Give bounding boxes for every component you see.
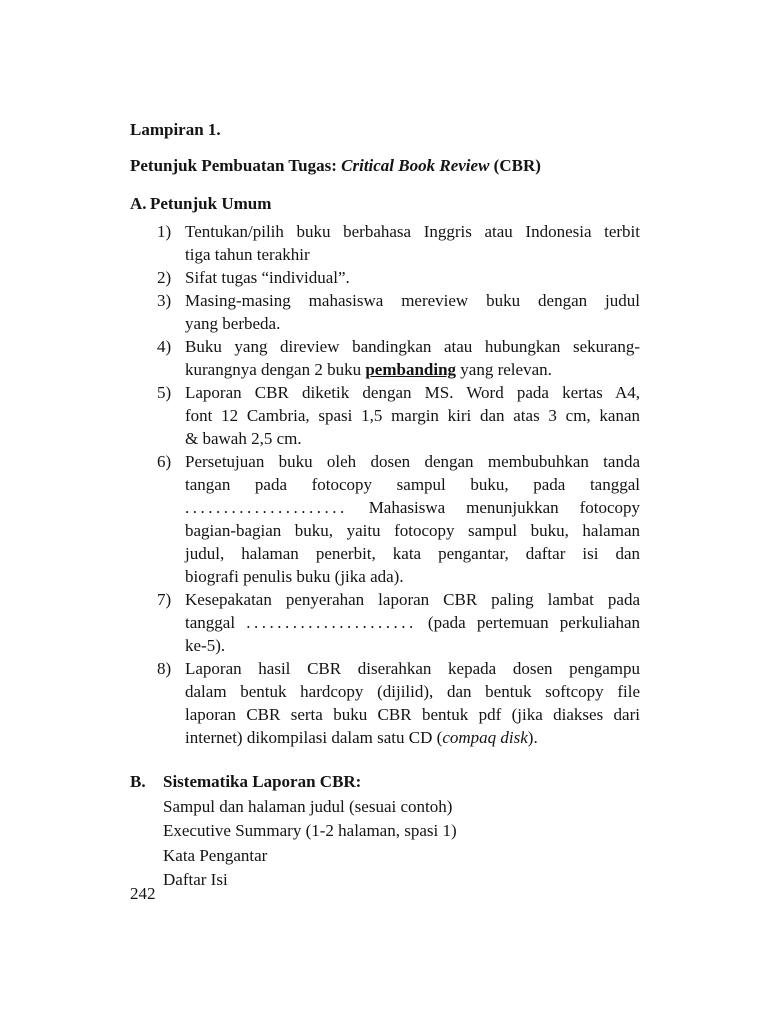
italic-term: compaq disk xyxy=(442,728,528,747)
text-line: judul, halaman penerbit, kata pengantar, daftar isi dan xyxy=(185,544,640,563)
list-item-number: 7) xyxy=(157,590,172,609)
text-line: biografi penulis buku (jika ada). xyxy=(185,567,404,586)
text-line: yang berbeda. xyxy=(185,314,281,333)
section-b-heading xyxy=(130,770,642,795)
section-b-label: B. xyxy=(130,772,146,791)
list-item-number: 4) xyxy=(157,337,172,356)
document-title xyxy=(130,156,690,176)
text-line xyxy=(185,611,640,634)
text-part: yang relevan. xyxy=(460,360,552,379)
list-item xyxy=(130,289,642,335)
text-line: Tentukan/pilih buku berbahasa Inggris atau Indonesia terbit xyxy=(185,222,640,241)
section-b-line: Sampul dan halaman judul (sesuai contoh) xyxy=(163,796,453,816)
section-b-line: Daftar Isi xyxy=(163,870,228,889)
text-line xyxy=(185,726,640,749)
text-line: ke-5). xyxy=(185,636,226,655)
list-item-number: 2) xyxy=(157,268,172,287)
list-item xyxy=(130,657,642,749)
section-b-line: Executive Summary (1-2 halaman, spasi 1) xyxy=(163,821,457,840)
text-line: Masing-masing mahasiswa mereview buku dengan judul xyxy=(185,291,640,310)
list-item-number: 8) xyxy=(157,659,172,678)
text-line: dalam bentuk hardcopy (dijilid), dan bentuk softcopy file xyxy=(185,682,640,701)
text-line: Buku yang direview bandingkan atau hubungkan sekurang- xyxy=(185,337,640,356)
section-a-title: Petunjuk Umum xyxy=(150,194,272,213)
text-line: tiga tahun terakhir xyxy=(185,245,310,264)
text-line: bagian-bagian buku, yaitu fotocopy sampul buku, halaman xyxy=(185,521,640,540)
text-line: font 12 Cambria, spasi 1,5 margin kiri dan atas 3 cm, kanan xyxy=(185,406,640,425)
heading-lampiran: Lampiran 1. xyxy=(130,120,221,139)
dotted-fill: ...................... xyxy=(246,613,417,632)
section-a-label: A. xyxy=(130,194,147,213)
title-prefix: Petunjuk Pembuatan Tugas: xyxy=(130,156,337,175)
text-line: tangan pada fotocopy sampul buku, pada tanggal xyxy=(185,475,640,494)
text-line: Persetujuan buku oleh dosen dengan membubuhkan tanda xyxy=(185,452,640,471)
list-item-number: 1) xyxy=(157,222,172,241)
emphasized-term: pembanding xyxy=(365,360,457,379)
text-line: Laporan hasil CBR diserahkan kepada dosen pengampu xyxy=(185,659,640,678)
section-b xyxy=(130,770,642,893)
list-item xyxy=(130,266,642,289)
text-line xyxy=(185,358,640,381)
text-part: (pada pertemuan perkuliahan xyxy=(427,613,641,632)
section-a-heading xyxy=(130,194,271,214)
text-part: ). xyxy=(527,728,538,747)
page-number: 242 xyxy=(130,884,156,903)
list-item xyxy=(130,588,642,657)
list-item-number: 3) xyxy=(157,291,172,310)
text-part: Mahasiswa menunjukkan fotocopy xyxy=(368,498,641,517)
list-item xyxy=(130,335,642,381)
text-line: Kesepakatan penyerahan laporan CBR paling lambat pada xyxy=(185,590,640,609)
text-part: internet) dikompilasi dalam satu CD ( xyxy=(185,728,443,747)
list-item xyxy=(130,381,642,450)
list-item-number: 6) xyxy=(157,452,172,471)
list-item-number: 5) xyxy=(157,383,172,402)
title-emphasis: Critical Book Review xyxy=(341,156,490,175)
list-item xyxy=(130,450,642,588)
dotted-fill: ..................... xyxy=(185,498,348,517)
title-suffix: (CBR) xyxy=(493,156,541,175)
text-line xyxy=(185,496,640,519)
text-part: tanggal xyxy=(185,613,236,632)
section-b-title: Sistematika Laporan CBR: xyxy=(163,772,362,791)
numbered-list xyxy=(130,220,642,749)
text-part: kurangnya dengan 2 buku xyxy=(185,360,362,379)
text-line: Laporan CBR diketik dengan MS. Word pada kertas A4, xyxy=(185,383,640,402)
text-line: Sifat tugas “individual”. xyxy=(185,268,350,287)
section-b-line: Kata Pengantar xyxy=(163,845,268,865)
text-line: laporan CBR serta buku CBR bentuk pdf (jika diakses dari xyxy=(185,705,640,724)
list-item xyxy=(130,220,642,266)
text-line: & bawah 2,5 cm. xyxy=(185,429,302,448)
